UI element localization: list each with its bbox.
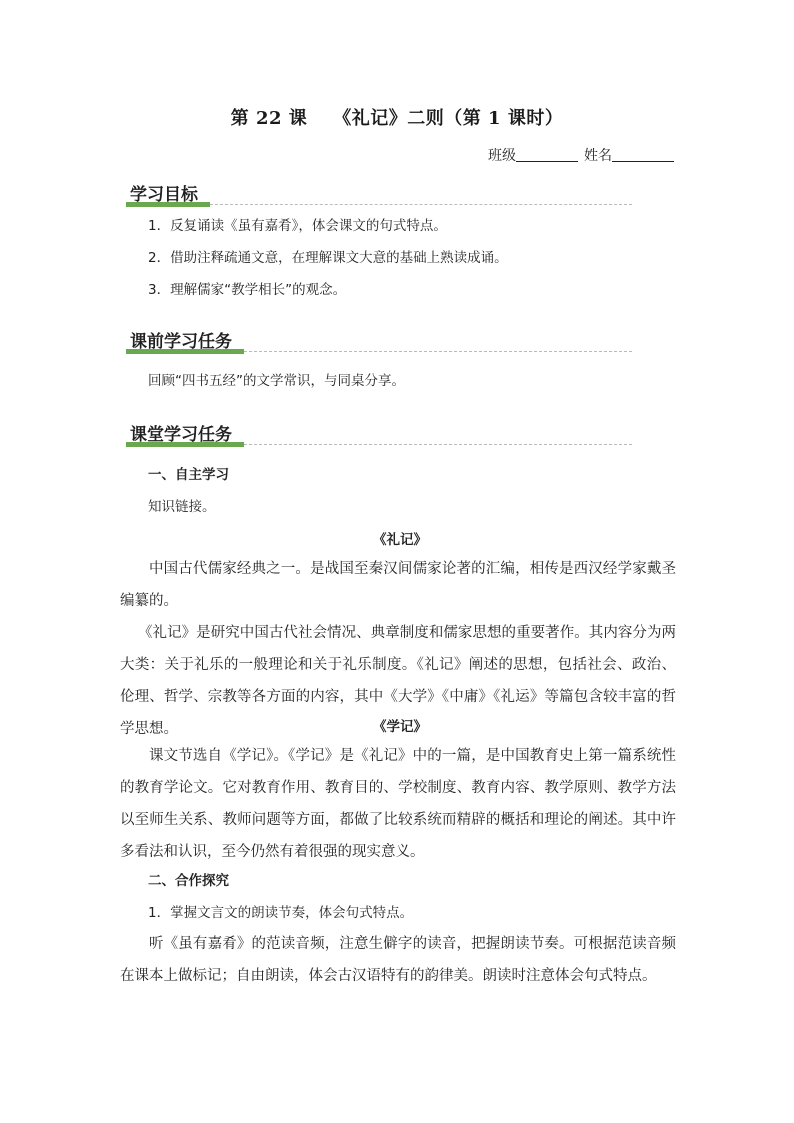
- part-title-self-study: 一、自主学习: [148, 467, 229, 483]
- section-title: 课前学习任务: [130, 332, 232, 352]
- liji-paragraph-2: 《礼记》是研究中国古代社会情况、典章制度和儒家思想的重要著作。其内容分为两大类：关于礼乐的一般理论和关于礼乐制度。《礼记》阐述的思想，包括社会、政治、伦理、哲学、宗教等各方面的内容，其中《大学》《中庸》《礼运》等篇包含较丰富的哲学思想。: [120, 625, 676, 737]
- liji-subtitle: 《礼记》: [373, 532, 427, 548]
- class-blank[interactable]: [516, 147, 578, 162]
- heading-divider: [244, 351, 632, 352]
- lesson-name: 《礼记》二则（第 1 课时）: [333, 108, 564, 129]
- preclass-task: 回顾“四书五经”的文学常识，与同桌分享。: [148, 373, 405, 389]
- student-info-line: [488, 145, 674, 165]
- goal-item: 3．理解儒家“教学相长”的观念。: [148, 282, 347, 298]
- part-title-cooperative: 二、合作探究: [148, 873, 229, 889]
- xueji-paragraph: 课文节选自《学记》。《学记》是《礼记》中的一篇，是中国教育史上第一篇系统性的教育学论文。它对教育作用、教育目的、学校制度、教育内容、教学原则、教学方法以至师生关系、教师问题等方面，都做了比较系统而精辟的概括和理论的阐述。其中许多看法和认识，至今仍然有着很强的现实意义。: [120, 748, 676, 860]
- section-title: 课堂学习任务: [130, 425, 232, 445]
- section-heading-goals: [126, 181, 632, 207]
- heading-divider: [244, 444, 632, 445]
- goal-item: 2．借助注释疏通文意，在理解课文大意的基础上熟读成诵。: [148, 250, 508, 266]
- knowledge-link-label: 知识链接。: [148, 499, 216, 515]
- section-title: 学习目标: [130, 185, 198, 205]
- task-1-title: 1．掌握文言文的朗读节奏，体会句式特点。: [148, 905, 414, 921]
- section-heading-inclass: [126, 421, 632, 447]
- section-heading-preclass: [126, 328, 632, 354]
- class-label: 班级: [488, 148, 516, 164]
- name-label: 姓名: [584, 148, 612, 164]
- page-title: [0, 104, 794, 130]
- lesson-number: 第 22 课: [230, 108, 308, 129]
- xueji-subtitle: 《学记》: [373, 719, 427, 735]
- heading-divider: [210, 204, 632, 205]
- goal-item: 1．反复诵读《虽有嘉肴》，体会课文的句式特点。: [148, 218, 447, 234]
- task-1-paragraph: 听《虽有嘉肴》的范读音频，注意生僻字的读音，把握朗读节奏。可根据范读音频在课本上做标记；自由朗读，体会古汉语特有的韵律美。朗读时注意体会句式特点。: [120, 936, 676, 984]
- liji-paragraph-1: 中国古代儒家经典之一。是战国至秦汉间儒家论著的汇编，相传是西汉经学家戴圣编纂的。: [120, 561, 676, 609]
- name-blank[interactable]: [612, 147, 674, 162]
